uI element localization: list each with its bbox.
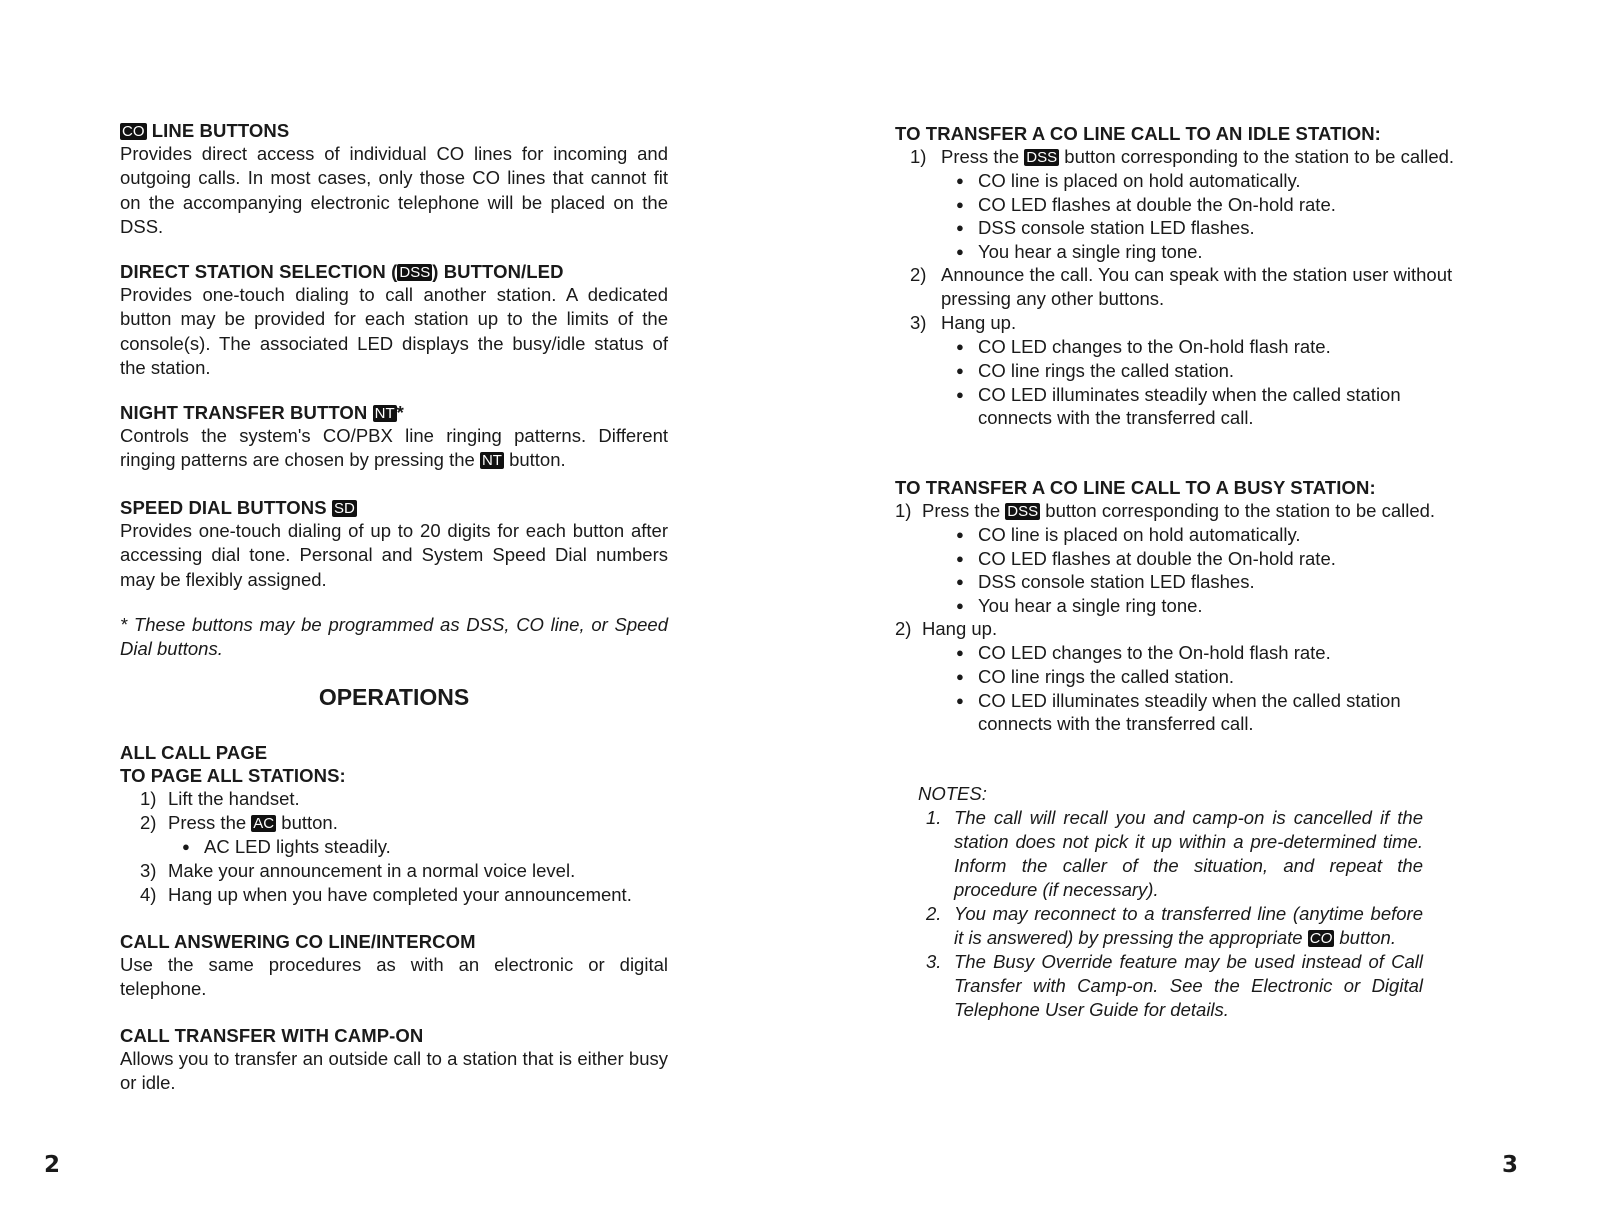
bullet-item: ● CO LED flashes at double the On-hold rate. [978, 193, 1455, 217]
co-key-icon: CO [122, 123, 145, 140]
step: 2) Press the AC button. ● AC LED lights steadily. [140, 811, 668, 859]
note-item: 2. You may reconnect to a transferred line (anytime before it is answered) by pressing the appropriate CO button. [926, 903, 1423, 949]
speed-dial-heading: SPEED DIAL BUTTONS SD [120, 497, 355, 518]
co-line-body: Provides direct access of individual CO lines for incoming and outgoing calls. In most cases, only those CO lines that cannot fit on the accompanying electronic telephone will be placed on the DSS. [120, 143, 668, 237]
step: 2) Announce the call. You can speak with the station user without pressing any other buttons. [910, 264, 1453, 310]
bullet-item: ● CO LED changes to the On-hold flash rate. [978, 335, 1455, 359]
bullet-item: ● CO LED illuminates steadily when the called station connects with the transferred call. [978, 383, 1455, 430]
step: 3) Hang up. ● CO LED changes to the On-hold flash rate. ● CO line rings the called station. ● CO LED illuminates steadily when the called station connects with the transferred call. [910, 311, 1455, 429]
bullet-item: ● CO LED changes to the On-hold flash rate. [978, 641, 1455, 665]
note-item: 1. The call will recall you and camp-on is cancelled if the station does not pick it up within a pre-determined time. Inform the caller of the situation, and repeat the procedure (if necessary). [926, 807, 1423, 901]
call-answering-section [120, 930, 668, 1002]
bullet-item: ● DSS console station LED flashes. [978, 216, 1455, 240]
bullet-item: ● DSS console station LED flashes. [978, 570, 1455, 594]
dss-key-icon: DSS [1007, 503, 1039, 520]
call-transfer-heading: CALL TRANSFER WITH CAMP-ON [120, 1025, 424, 1046]
sd-key-icon: SD [333, 500, 355, 517]
step: 1) Lift the handset. [140, 788, 300, 809]
co-line-heading: CO LINE BUTTONS [122, 120, 290, 141]
page-number-right: 3 [1502, 1152, 1519, 1178]
bullet-item: ● CO LED illuminates steadily when the called station connects with the transferred call. [978, 689, 1455, 736]
operations-heading: OPERATIONS [318, 684, 470, 710]
bullet-item: ● CO line is placed on hold automatically. [978, 523, 1455, 547]
busy-transfer-heading: TO TRANSFER A CO LINE CALL TO A BUSY STATION: [895, 477, 1376, 498]
dss-body: Provides one-touch dialing to call another station. A dedicated button may be provided for each station up to the limits of the console(s). The associated LED displays the busy/idle status of the station. [120, 284, 668, 378]
busy-transfer-section [895, 476, 1455, 736]
idle-transfer-heading: TO TRANSFER A CO LINE CALL TO AN IDLE STATION: [895, 123, 1381, 144]
call-answering-heading: CALL ANSWERING CO LINE/INTERCOM [120, 931, 476, 952]
step: 3) Make your announcement in a normal voice level. [140, 859, 576, 881]
ac-key-icon: AC [253, 815, 275, 832]
bullet-item: ● You hear a single ring tone. [978, 240, 1455, 264]
dss-heading: DIRECT STATION SELECTION ( DSS ) BUTTON/LED [120, 261, 564, 282]
step: 2) Hang up. ● CO LED changes to the On-hold flash rate. ● CO line rings the called station. ● CO LED illuminates steadily when the called station connects with the transferred call. [895, 617, 1455, 735]
step: 4) Hang up when you have completed your announcement. [140, 883, 632, 905]
bullet-item: ● CO line rings the called station. [978, 359, 1455, 383]
bullet-item: ● AC LED lights steadily. [204, 835, 668, 859]
co-key-icon: CO [1309, 930, 1333, 948]
dss-key-icon: DSS [399, 264, 431, 281]
bullet-item: ● You hear a single ring tone. [978, 594, 1455, 618]
page-number-left: 2 [44, 1152, 61, 1178]
speed-dial-body: Provides one-touch dialing of up to 20 digits for each button after accessing dial tone. Personal and System Speed Dial numbers may be flexibly assigned. [120, 520, 668, 590]
footnote: * These buttons may be programmed as DSS, CO line, or Speed Dial buttons. [120, 614, 668, 660]
co-line-section [120, 119, 668, 239]
dss-section [120, 260, 668, 380]
notes-section [918, 782, 1423, 1022]
nt-key-icon: NT [374, 405, 395, 422]
nt-key-icon: NT [481, 452, 502, 470]
notes-heading: NOTES: [918, 783, 987, 804]
bullet-item: ● CO line is placed on hold automatically. [978, 169, 1455, 193]
bullet-item: ● CO LED flashes at double the On-hold rate. [978, 547, 1455, 571]
idle-transfer-steps [910, 145, 1455, 430]
call-transfer-body: Allows you to transfer an outside call to a station that is either busy or idle. [120, 1048, 668, 1094]
night-transfer-body: Controls the system's CO/PBX line ringing patterns. Different ringing patterns are chosen by pressing the NT button. [120, 425, 668, 471]
dss-key-icon: DSS [1026, 149, 1058, 166]
notes-list [918, 806, 1423, 1022]
night-transfer-heading: NIGHT TRANSFER BUTTON NT * [120, 402, 404, 423]
step: 1) Press the DSS button corresponding to the station to be called. ● CO line is placed on hold automatically. ● CO LED flashes at double the On-hold rate. ● DSS console station LED flashes. ● You hear a single ring tone. [895, 499, 1455, 617]
all-call-subheading: TO PAGE ALL STATIONS: [120, 765, 346, 786]
night-transfer-section [120, 401, 668, 473]
speed-dial-section [120, 496, 668, 592]
all-call-section [120, 741, 668, 907]
call-transfer-section [120, 1024, 668, 1096]
bullet-item: ● CO line rings the called station. [978, 665, 1455, 689]
call-answering-body: Use the same procedures as with an electronic or digital telephone. [120, 954, 668, 1000]
all-call-heading: ALL CALL PAGE [120, 742, 268, 763]
idle-transfer-section [895, 122, 1455, 430]
all-call-steps [140, 787, 668, 907]
step: 1) Press the DSS button corresponding to the station to be called. ● CO line is placed on hold automatically. ● CO LED flashes at double the On-hold rate. ● DSS console station LED flashes. ● You hear a single ring tone. [910, 145, 1455, 263]
note-item: 3. The Busy Override feature may be used instead of Call Transfer with Camp-on. See the Electronic or Digital Telephone User Guide for details. [926, 951, 1423, 1021]
busy-transfer-steps [895, 499, 1455, 736]
